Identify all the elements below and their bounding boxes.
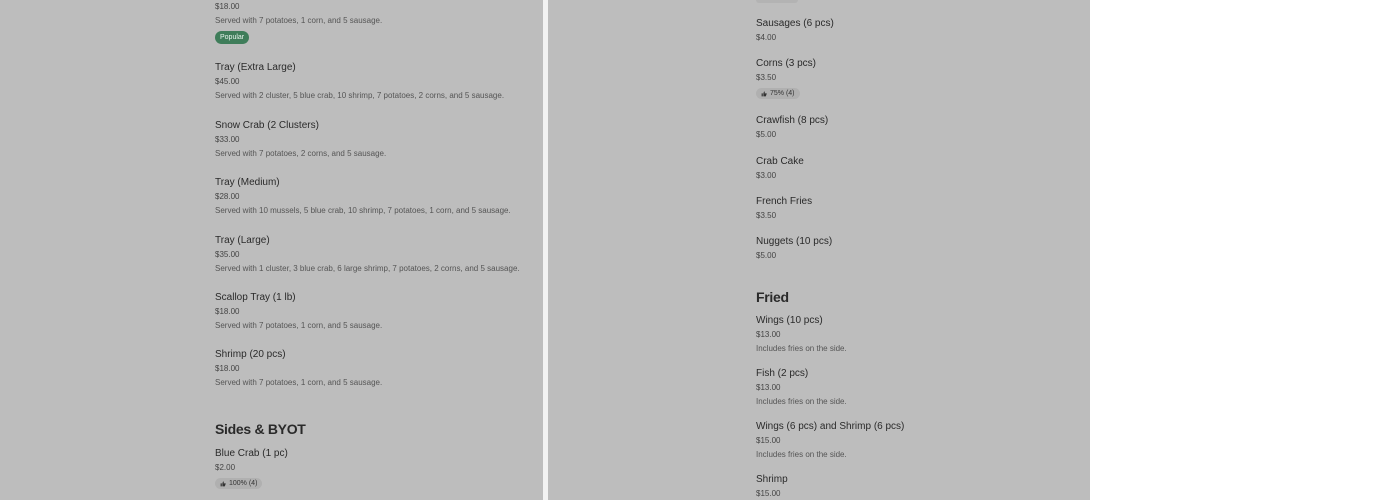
item-name: Scallop Tray (1 lb) (215, 292, 296, 303)
item-name: Blue Crab (1 pc) (215, 448, 288, 459)
menu-item[interactable] (215, 176, 511, 216)
item-name: Crab Cake (756, 156, 804, 167)
item-description: Served with 7 potatoes, 1 corn, and 5 sausage. (215, 378, 383, 387)
item-name: Tray (Medium) (215, 177, 280, 188)
item-price: $18.00 (215, 364, 240, 373)
menu-item[interactable] (756, 17, 834, 43)
item-price: $3.50 (756, 73, 777, 82)
item-price: $4.00 (756, 33, 777, 42)
item-price: $35.00 (215, 250, 240, 259)
item-description: Served with 7 potatoes, 1 corn, and 5 sausage. (215, 16, 383, 25)
item-description: Includes fries on the side. (756, 397, 847, 406)
item-name: Sausages (6 pcs) (756, 18, 834, 29)
menu-item[interactable] (215, 447, 288, 492)
item-description: Served with 2 cluster, 5 blue crab, 10 shrimp, 7 potatoes, 2 corns, and 5 sausage. (215, 91, 505, 100)
item-name: Wings (6 pcs) and Shrimp (6 pcs) (756, 421, 905, 432)
menu-panel-left (0, 0, 543, 500)
item-name: Tray (Large) (215, 235, 270, 246)
rating-badge (215, 478, 262, 489)
thumbs-up-icon (220, 481, 226, 487)
menu-item[interactable] (215, 61, 504, 101)
menu-item[interactable] (756, 195, 812, 221)
menu-item[interactable] (756, 57, 816, 102)
item-name: Nuggets (10 pcs) (756, 236, 833, 247)
menu-item[interactable] (756, 420, 904, 460)
item-description: Served with 7 potatoes, 1 corn, and 5 sausage. (215, 321, 383, 330)
rating-text: 100% (4) (229, 480, 258, 487)
menu-item[interactable] (756, 473, 788, 499)
item-name: Fish (2 pcs) (756, 368, 809, 379)
item-price: $5.00 (756, 251, 777, 260)
scrolled-element-edge (756, 0, 798, 3)
rating-badge (756, 88, 800, 99)
item-price: $15.00 (756, 436, 781, 445)
item-description: Includes fries on the side. (756, 450, 847, 459)
rating-text: 75% (4) (770, 90, 795, 97)
menu-item[interactable] (215, 348, 382, 388)
item-price: $2.00 (215, 463, 236, 472)
item-price: $18.00 (215, 307, 240, 316)
popular-badge: Popular (215, 31, 249, 44)
item-description: Served with 10 mussels, 5 blue crab, 10 shrimp, 7 potatoes, 1 corn, and 5 sausage. (215, 206, 511, 215)
item-description: Served with 7 potatoes, 2 corns, and 5 sausage. (215, 149, 387, 158)
menu-item-partial[interactable] (215, 2, 382, 44)
item-name: Corns (3 pcs) (756, 58, 817, 69)
item-name: Snow Crab (2 Clusters) (215, 120, 319, 131)
menu-item[interactable] (756, 114, 828, 140)
menu-item[interactable] (215, 234, 520, 274)
menu-item[interactable] (215, 119, 386, 159)
section-heading-sides: Sides & BYOT (215, 421, 306, 437)
item-price: $45.00 (215, 77, 240, 86)
item-name: Wings (10 pcs) (756, 315, 823, 326)
menu-item[interactable] (756, 235, 832, 261)
item-price: $3.50 (756, 211, 777, 220)
item-price: $18.00 (215, 2, 240, 11)
item-name: Shrimp (756, 474, 788, 485)
section-heading-fried: Fried (756, 289, 789, 305)
item-name: French Fries (756, 196, 813, 207)
item-description: Includes fries on the side. (756, 344, 847, 353)
item-name: Tray (Extra Large) (215, 62, 296, 73)
item-price: $33.00 (215, 135, 240, 144)
item-price: $15.00 (756, 489, 781, 498)
item-description: Served with 1 cluster, 3 blue crab, 6 large shrimp, 7 potatoes, 2 corns, and 5 sausage. (215, 264, 520, 273)
menu-item[interactable] (215, 291, 382, 331)
menu-item[interactable] (756, 367, 847, 407)
item-price: $13.00 (756, 383, 781, 392)
item-name: Shrimp (20 pcs) (215, 349, 286, 360)
menu-item[interactable] (756, 155, 804, 181)
item-price: $28.00 (215, 192, 240, 201)
item-price: $3.00 (756, 171, 777, 180)
item-price: $13.00 (756, 330, 781, 339)
item-price: $5.00 (756, 130, 777, 139)
menu-item[interactable] (756, 314, 847, 354)
item-name: Crawfish (8 pcs) (756, 115, 829, 126)
thumbs-up-icon (761, 91, 767, 97)
